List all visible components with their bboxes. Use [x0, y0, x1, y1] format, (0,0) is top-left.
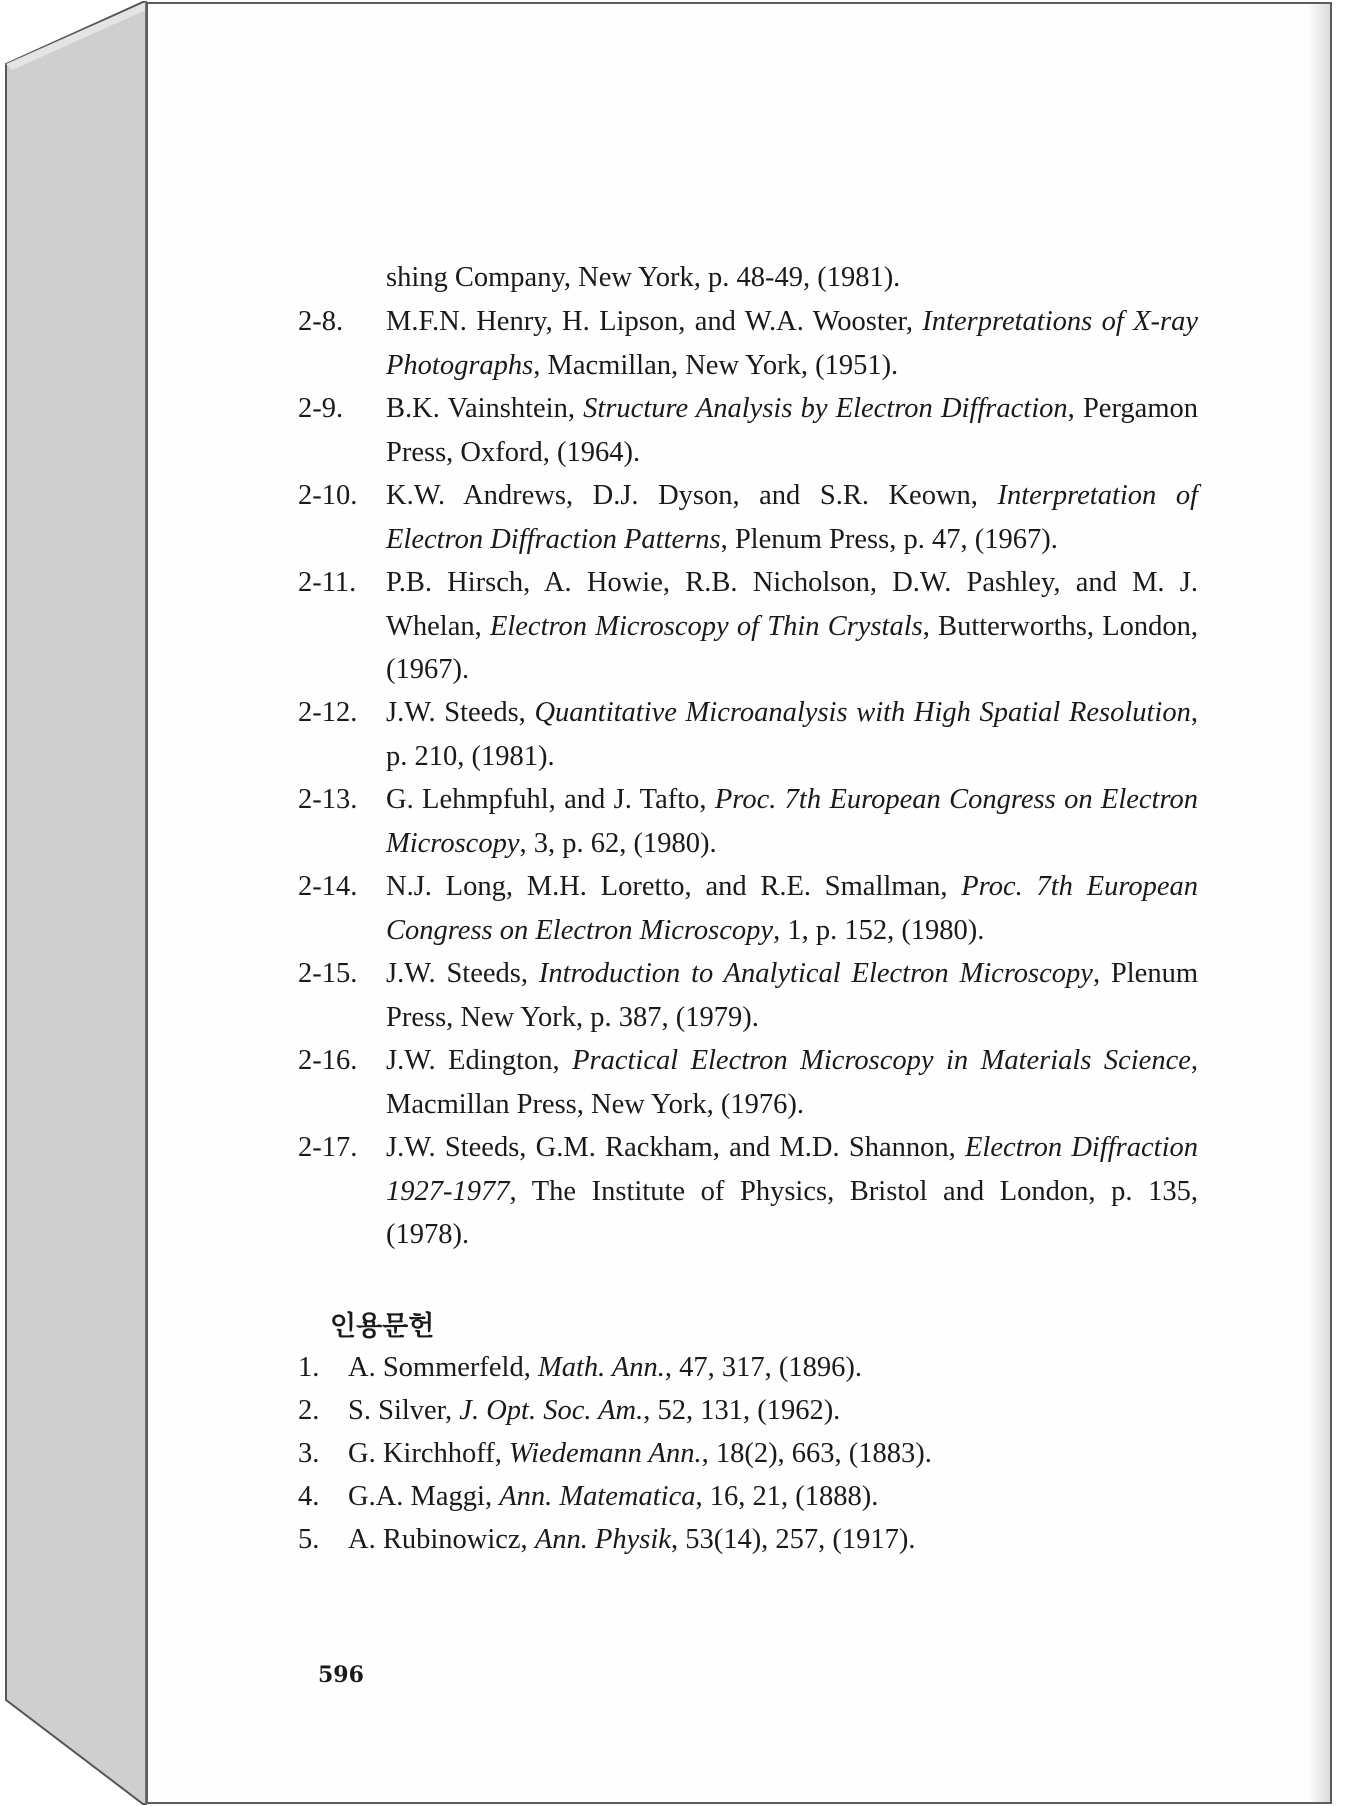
- cited-reference-4: [298, 1475, 1198, 1519]
- book-page: [146, 2, 1332, 1804]
- reference-text: J.W. Steeds, G.M. Rackham, and M.D. Shannon, Electron Diffraction 1927-1977, The Institute of Physics, Bristol and London, p. 135, (1978).: [386, 1132, 1199, 1250]
- reference-2-9: [298, 387, 1198, 474]
- reference-text: J.W. Steeds, Quantitative Microanalysis with High Spatial Resolution, p. 210, (1981).: [386, 697, 1198, 772]
- reference-text: N.J. Long, M.H. Loretto, and R.E. Smallman, Proc. 7th European Congress on Electron Microscopy, 1, p. 152, (1980).: [386, 871, 1199, 946]
- reference-2-13: [298, 778, 1198, 865]
- cited-reference-3: [298, 1432, 1198, 1476]
- reference-number: 2-13.: [298, 784, 358, 815]
- reference-continuation: [298, 256, 1198, 300]
- reference-2-10: [298, 474, 1198, 561]
- reference-number: 4.: [298, 1481, 320, 1512]
- reference-2-11: [298, 561, 1198, 692]
- reference-text: J.W. Edington, Practical Electron Microscopy in Materials Science, Macmillan Press, New York, (1976).: [386, 1045, 1198, 1120]
- cited-reference-2: [298, 1389, 1198, 1433]
- reference-number: 2-17.: [298, 1132, 358, 1163]
- reference-text: G. Kirchhoff, Wiedemann Ann., 18(2), 663, (1883).: [348, 1438, 932, 1469]
- reference-number: 2-15.: [298, 958, 358, 989]
- reference-number: 2-11.: [298, 567, 357, 598]
- reference-number: 2-10.: [298, 480, 358, 511]
- reference-number: 1.: [298, 1352, 320, 1383]
- reference-text: P.B. Hirsch, A. Howie, R.B. Nicholson, D.W. Pashley, and M. J. Whelan, Electron Microscopy of Thin Crystals, Butterworths, London, (1967).: [386, 567, 1198, 685]
- reference-2-17: [298, 1126, 1198, 1257]
- reference-text: K.W. Andrews, D.J. Dyson, and S.R. Keown, Interpretation of Electron Diffraction Patterns, Plenum Press, p. 47, (1967).: [386, 480, 1198, 555]
- page-number: 596: [318, 1662, 364, 1688]
- reference-text: S. Silver, J. Opt. Soc. Am., 52, 131, (1962).: [348, 1395, 841, 1426]
- reference-number: 2-14.: [298, 871, 358, 902]
- cited-references-heading: 인용문헌: [330, 1311, 435, 1342]
- reference-text: J.W. Steeds, Introduction to Analytical Electron Microscopy, Plenum Press, New York, p. 387, (1979).: [386, 958, 1198, 1033]
- reference-text: G. Lehmpfuhl, and J. Tafto, Proc. 7th European Congress on Electron Microscopy, 3, p. 62, (1980).: [386, 784, 1199, 859]
- cited-reference-1: [298, 1346, 1198, 1390]
- reference-text: M.F.N. Henry, H. Lipson, and W.A. Wooster, Interpretations of X-ray Photographs, Macmillan, New York, (1951).: [386, 306, 1198, 381]
- reference-2-15: [298, 952, 1198, 1039]
- reference-2-16: [298, 1039, 1198, 1126]
- reference-number: 2-16.: [298, 1045, 358, 1076]
- reference-number: 2-12.: [298, 697, 358, 728]
- reference-number: 5.: [298, 1524, 320, 1555]
- reference-text: A. Sommerfeld, Math. Ann., 47, 317, (1896).: [348, 1352, 863, 1383]
- reference-number: 3.: [298, 1438, 320, 1469]
- cited-reference-5: [298, 1518, 1198, 1562]
- reference-number: 2.: [298, 1395, 320, 1426]
- reference-2-12: [298, 691, 1198, 778]
- reference-text: shing Company, New York, p. 48-49, (1981).: [386, 262, 901, 293]
- reference-2-8: [298, 300, 1198, 387]
- reference-text: B.K. Vainshtein, Structure Analysis by Electron Diffraction, Pergamon Press, Oxford, (1964).: [386, 393, 1198, 468]
- reference-text: G.A. Maggi, Ann. Matematica, 16, 21, (1888).: [348, 1481, 879, 1512]
- reference-number: 2-8.: [298, 306, 344, 337]
- page-content: [148, 4, 1330, 1802]
- reference-number: 2-9.: [298, 393, 344, 424]
- reference-text: A. Rubinowicz, Ann. Physik, 53(14), 257, (1917).: [348, 1524, 916, 1555]
- reference-2-14: [298, 865, 1198, 952]
